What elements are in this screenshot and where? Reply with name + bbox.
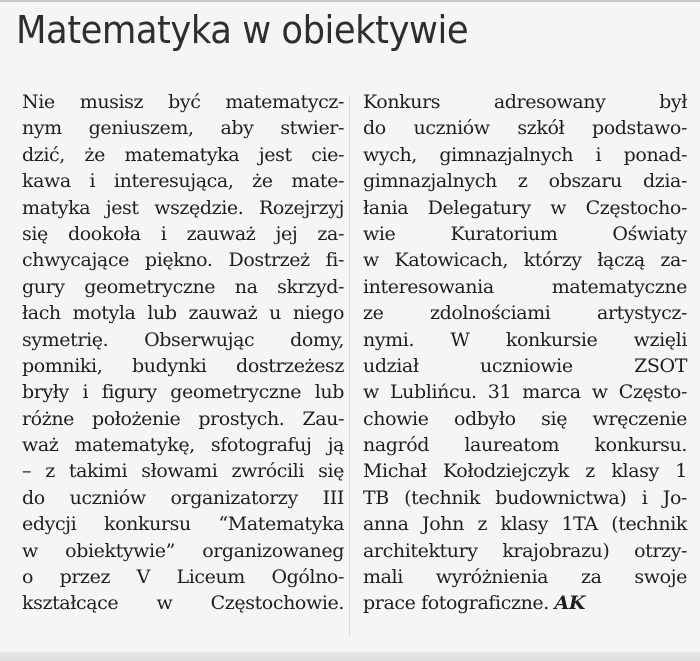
text-line: Konkurs adresowany był: [363, 91, 687, 113]
text-line: Michał Kołodziejczyk z klasy 1: [363, 460, 687, 483]
text-line: łania Delegatury w Częstocho-: [363, 196, 687, 219]
text-line: nymi. W konkursie wzięli: [363, 328, 687, 351]
text-line: gury geometryczne na skrzyd-: [22, 275, 344, 298]
text-line: różne położenie prostych. Zau-: [22, 407, 344, 430]
text-line: udział uczniowie ZSOT: [363, 354, 687, 377]
article-headline: Matematyka w obiektywie: [16, 8, 469, 52]
text-line: wych, gimnazjalnych i ponad-: [363, 143, 687, 166]
text-line: architektury krajobrazu) otrzy-: [363, 539, 687, 562]
text-line: o przez V Liceum Ogólno-: [22, 566, 344, 589]
text-line: bryły i figury geometryczne lub: [22, 381, 344, 404]
text-line: prace fotograficzne.: [363, 592, 549, 615]
scan-bottom-edge: [0, 652, 700, 661]
text-line: TB (technik budownictwa) i Jo-: [363, 486, 687, 509]
article-column-right: [363, 89, 687, 617]
text-line: chowie odbyło się wręczenie: [363, 407, 687, 430]
text-line: anna John z klasy 1TA (technik: [363, 513, 687, 536]
text-line: edycji konkursu “Matematyka: [22, 513, 344, 536]
text-line: wie Kuratorium Oświaty: [363, 222, 687, 245]
text-line: nagród laureatom konkursu.: [363, 434, 687, 457]
text-line: gimnazjalnych z obszaru dzia-: [363, 170, 687, 193]
article-column-left: [22, 89, 344, 617]
text-line: w Katowicach, którzy łączą za-: [363, 249, 687, 272]
text-line: kawa i interesująca, że mate-: [22, 170, 344, 193]
column-gutter: [349, 96, 350, 636]
text-line: do uczniów szkół podstawo-: [363, 117, 687, 140]
text-line: Nie musisz być matematycz-: [22, 91, 344, 113]
text-line: mali wyróżnienia za swoje: [363, 566, 687, 589]
text-line: symetrię. Obserwując domy,: [22, 328, 344, 351]
text-line: chwycające piękno. Dostrzeż fi-: [22, 249, 344, 272]
text-line: kształcące w Częstochowie.: [22, 592, 344, 615]
text-line: w Lublińcu. 31 marca w Często-: [363, 381, 687, 404]
text-line: – z takimi słowami zwrócili się: [22, 460, 344, 483]
text-line: interesowania matematyczne: [363, 275, 687, 298]
text-line: łach motyla lub zauważ u niego: [22, 302, 344, 325]
text-line: do uczniów organizatorzy III: [22, 486, 344, 509]
author-signature: AK: [554, 592, 586, 615]
text-line: w obiektywie” organizowaneg: [22, 539, 344, 562]
text-line: nym geniuszem, aby stwier-: [22, 117, 344, 140]
text-line: waż matematykę, sfotografuj ją: [22, 434, 344, 457]
text-line: pomniki, budynki dostrzeżesz: [22, 354, 344, 377]
text-line: się dookoła i zauważ jej za-: [22, 222, 344, 245]
text-line: matyka jest wszędzie. Rozejrzyj: [22, 196, 344, 219]
text-line: ze zdolnościami artystycz-: [363, 302, 687, 325]
last-line: [363, 590, 687, 616]
text-line: dzić, że matematyka jest cie-: [22, 143, 344, 166]
